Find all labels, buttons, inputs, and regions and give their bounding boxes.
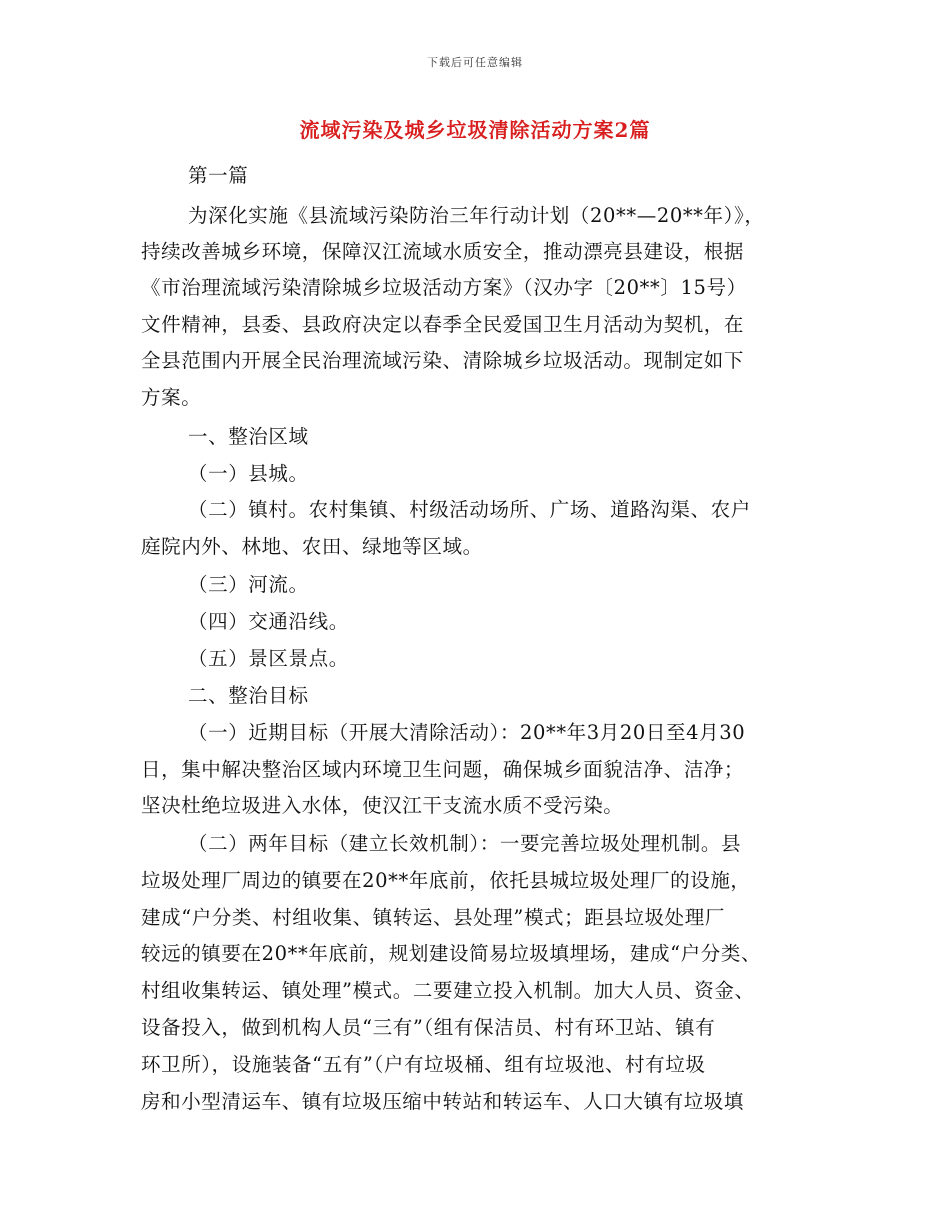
section-heading: 一、整治区域	[188, 425, 309, 448]
list-item: （三）河流。	[188, 573, 309, 596]
list-item: （一）县城。	[188, 462, 309, 485]
paragraph-line: 较远的镇要在20**年底前，规划建设简易垃圾填埋场，建成“户分类、	[141, 942, 762, 965]
paragraph-line: 持续改善城乡环境，保障汉江流域水质安全，推动漂亮县建设，根据	[141, 240, 745, 263]
paragraph-line: 坚决杜绝垃圾进入水体，使汉江干支流水质不受污染。	[141, 794, 624, 817]
list-item: （二）镇村。农村集镇、村级活动场所、广场、道路沟渠、农户	[188, 498, 751, 521]
paragraph-line: 建成“户分类、村组收集、镇转运、县处理”模式；距县垃圾处理厂	[141, 906, 725, 929]
paragraph-line: 庭院内外、林地、农田、绿地等区域。	[141, 535, 483, 558]
paragraph-line: 环卫所），设施装备“五有”（户有垃圾桶、组有垃圾池、村有垃圾	[141, 1053, 706, 1076]
paragraph-line: 设备投入，做到机构人员“三有”（组有保洁员、村有环卫站、镇有	[141, 1016, 716, 1039]
list-item: （五）景区景点。	[188, 647, 349, 670]
paragraph-line: 文件精神，县委、县政府决定以春季全民爱国卫生月活动为契机，在	[141, 313, 745, 336]
document-title: 流域污染及城乡垃圾清除活动方案2篇	[299, 118, 651, 142]
paragraph-line: 《市治理流域污染清除城乡垃圾活动方案》（汉办字〔20**〕15号）	[141, 276, 747, 299]
section-heading: 二、整治目标	[188, 684, 309, 707]
paragraph-line: 方案。	[141, 386, 202, 409]
paragraph-line: 为深化实施《县流域污染防治三年行动计划（20**—20**年）》，	[188, 204, 765, 227]
section-heading: 第一篇	[188, 164, 249, 187]
list-item: （一）近期目标（开展大清除活动）：20**年3月20日至4月30	[188, 721, 746, 744]
paragraph-line: 垃圾处理厂周边的镇要在20**年底前，依托县城垃圾处理厂的设施，	[141, 869, 751, 892]
paragraph-line: 房和小型清运车、镇有垃圾压缩中转站和转运车、人口大镇有垃圾填	[141, 1090, 745, 1113]
header-note: 下载后可任意编辑	[427, 56, 523, 69]
paragraph-line: 日，集中解决整治区域内环境卫生问题，确保城乡面貌洁净、洁净；	[141, 758, 745, 781]
paragraph-line: 村组收集转运、镇处理”模式。二要建立投入机制。加大人员、资金、	[141, 979, 755, 1002]
list-item: （二）两年目标（建立长效机制）：一要完善垃圾处理机制。县	[188, 832, 742, 855]
paragraph-line: 全县范围内开展全民治理流域污染、清除城乡垃圾活动。现制定如下	[141, 349, 745, 372]
list-item: （四）交通沿线。	[188, 610, 349, 633]
